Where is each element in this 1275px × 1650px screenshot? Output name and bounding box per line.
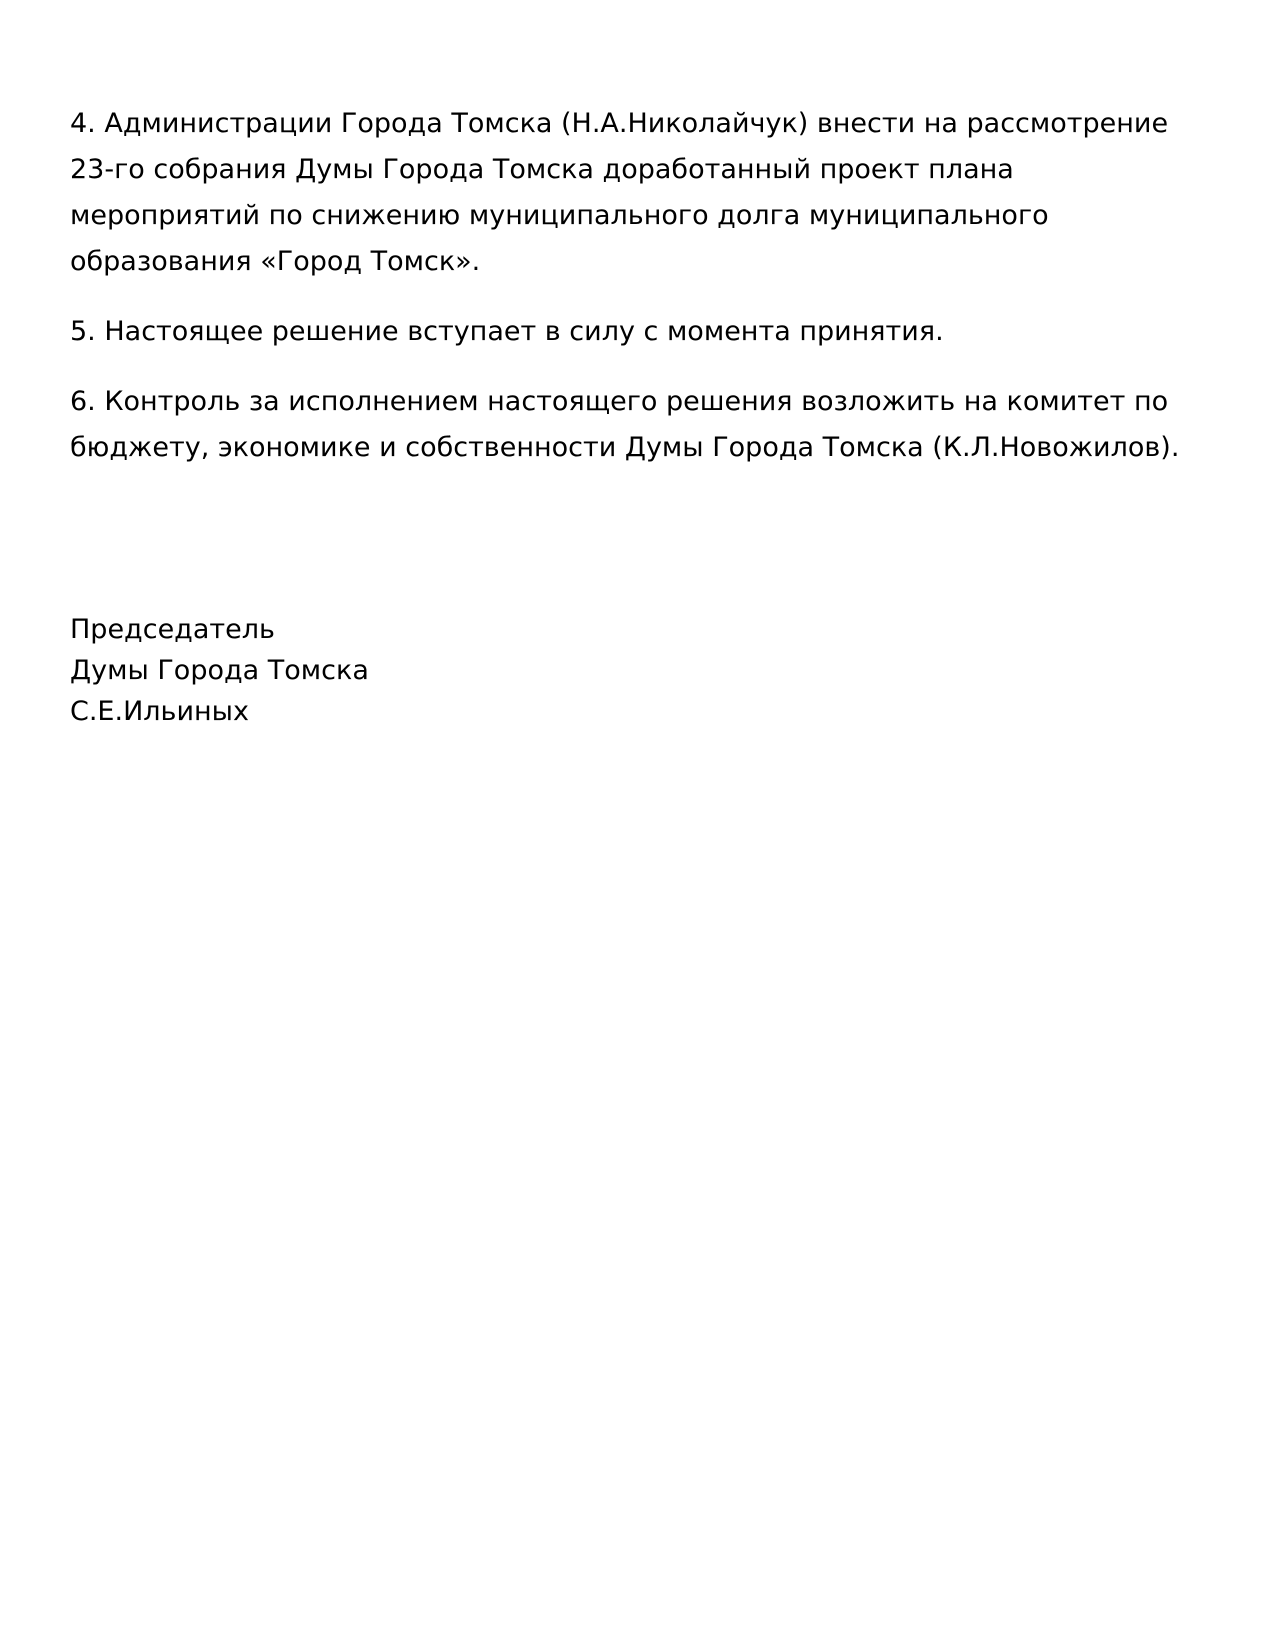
signature-name: С.Е.Ильиных: [70, 696, 249, 727]
paragraph-line: образования «Город Томск».: [70, 246, 481, 277]
paragraph-line: бюджету, экономике и собственности Думы Города Томска (К.Л.Новожилов).: [70, 432, 1180, 463]
paragraph-line: 23-го собрания Думы Города Томска доработанный проект плана: [70, 154, 1014, 185]
signature-title: Председатель: [70, 614, 275, 645]
signature-organization: Думы Города Томска: [70, 655, 369, 686]
paragraph-line: 4. Администрации Города Томска (Н.А.Николайчук) внести на рассмотрение: [70, 108, 1169, 139]
paragraph-line: мероприятий по снижению муниципального долга муниципального: [70, 200, 1049, 231]
paragraph-line: 5. Настоящее решение вступает в силу с момента принятия.: [70, 316, 944, 347]
paragraph-line: 6. Контроль за исполнением настоящего решения возложить на комитет по: [70, 386, 1169, 417]
